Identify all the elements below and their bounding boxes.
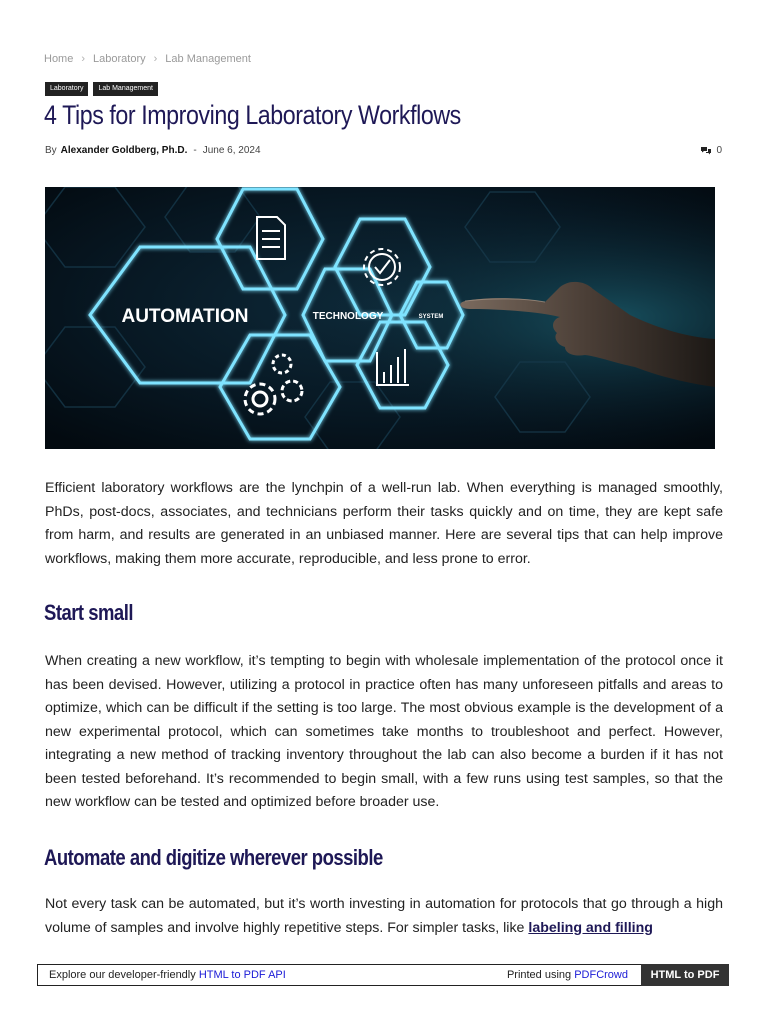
category-tag-laboratory[interactable]: Laboratory xyxy=(45,82,88,96)
section-heading-start-small: Start small xyxy=(44,600,133,625)
chevron-right-icon: › xyxy=(81,53,86,65)
section-heading-automate: Automate and digitize wherever possible xyxy=(44,845,383,870)
breadcrumb-laboratory[interactable]: Laboratory xyxy=(93,53,146,65)
section-paragraph-start-small: When creating a new workflow, it’s tempting to begin with wholesale implementation of the protocol once it has been devised. However, utilizing a protocol in practice often has many unforeseen pitfalls and areas to optimize, which can be difficult if the setting is too large. The most obvious example is the development of a new experimental protocol, which can sometimes take months to troubleshoot and perfect. However, integrating a new method of tracking inventory throughout the lab can also become a burden if it has not been tested beforehand. It’s recommended to begin small, with a few runs using test samples, so that the new workflow can be tested and optimized before broader use. xyxy=(45,653,723,810)
hero-label-system: SYSTEM xyxy=(418,314,444,320)
footer-mid-text: Printed using xyxy=(506,969,575,981)
category-tags xyxy=(45,82,158,96)
category-tag-lab-management[interactable]: Lab Management xyxy=(93,82,157,96)
html-to-pdf-button[interactable]: HTML to PDF xyxy=(641,964,729,986)
page-title: 4 Tips for Improving Laboratory Workflows xyxy=(44,100,461,130)
meta-separator: - xyxy=(193,145,197,156)
footer-left-text: Explore our developer-friendly xyxy=(49,969,199,981)
author-link[interactable]: Alexander Goldberg, Ph.D. xyxy=(60,145,188,156)
section-paragraph-automate xyxy=(45,893,723,940)
hero-label-automation: AUTOMATION xyxy=(121,306,249,327)
labeling-and-filling-link[interactable]: labeling and filling xyxy=(528,919,653,936)
section-paragraph-automate-text: Not every task can be automated, but it’s worth investing in automation for protocols that go through a high volume of samples and involve highly repetitive steps. For simpler tasks, like xyxy=(45,896,723,936)
by-label: By xyxy=(45,145,57,156)
publish-date: June 6, 2024 xyxy=(202,145,261,156)
pdfcrowd-link[interactable]: PDFCrowd xyxy=(574,969,628,981)
breadcrumb xyxy=(44,53,251,65)
intro-paragraph: Efficient laboratory workflows are the lynchpin of a well-run lab. When everything is managed smoothly, PhDs, post-docs, associates, and technicians perform their tasks quickly and on time, they are kept safe from harm, and results are generated in an unbiased manner. Here are several tips that can help improve workflows, making them more accurate, reproducible, and less prone to error. xyxy=(45,480,723,567)
hero-image xyxy=(45,187,715,449)
comment-icon xyxy=(700,146,712,156)
html-to-pdf-api-link[interactable]: HTML to PDF API xyxy=(198,969,286,981)
comments-link[interactable] xyxy=(700,145,722,156)
footer-mid xyxy=(507,969,628,981)
pdfcrowd-footer xyxy=(37,964,729,986)
article-meta xyxy=(45,145,261,156)
breadcrumb-home[interactable]: Home xyxy=(44,53,74,65)
comment-count: 0 xyxy=(716,145,722,156)
hero-label-technology: TECHNOLOGY xyxy=(312,311,384,322)
footer-left xyxy=(49,969,286,981)
breadcrumb-lab-management[interactable]: Lab Management xyxy=(165,53,251,65)
chevron-right-icon: › xyxy=(153,53,158,65)
